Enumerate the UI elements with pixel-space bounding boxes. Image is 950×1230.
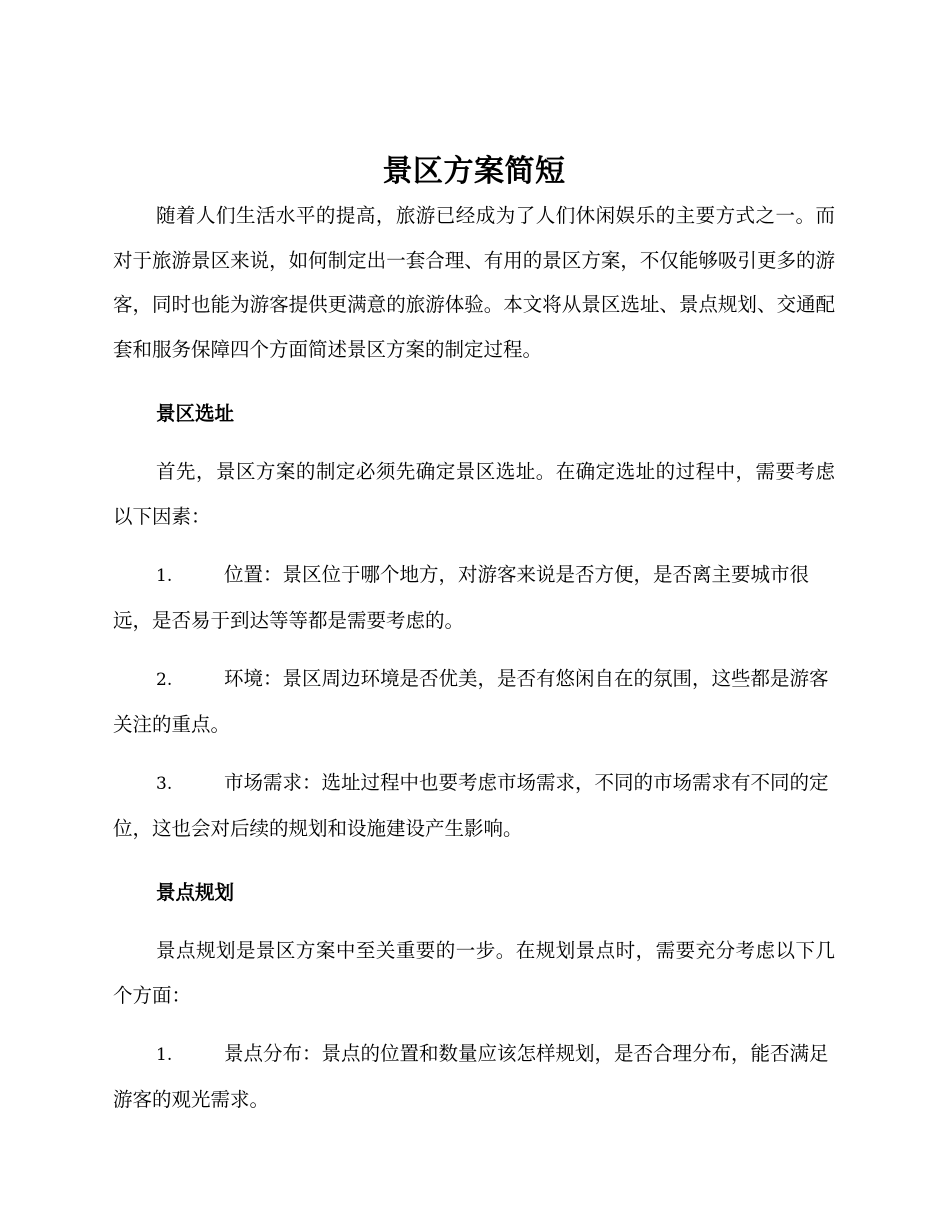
section-lead-site-selection: 首先，景区方案的制定必须先确定景区选址。在确定选址的过程中，需要考虑以下因素： (113, 460, 835, 528)
list-text: 市场需求：选址过程中也要考虑市场需求，不同的市场需求有不同的定位，这也会对后续的规划和设施建设产生影响。 (113, 771, 829, 840)
list-text: 景点分布：景点的位置和数量应该怎样规划，是否合理分布，能否满足游客的观光需求。 (113, 1042, 829, 1111)
list-number: 1. (156, 1045, 173, 1065)
document-title: 景区方案简短 (382, 154, 566, 189)
spacer (113, 915, 835, 929)
list-number: 1. (156, 566, 173, 586)
spacer (113, 747, 835, 761)
section-lead-attraction-planning: 景点规划是景区方案中至关重要的一步。在规划景点时，需要充分考虑以下几个方面： (113, 939, 835, 1007)
list-number: 2. (156, 670, 173, 690)
section-heading-attraction-planning: 景点规划 (156, 881, 235, 904)
spacer (113, 1018, 835, 1032)
list-number: 3. (156, 774, 173, 794)
list-item (113, 1032, 835, 1122)
list-item (113, 657, 835, 747)
section-heading-site-selection: 景区选址 (156, 402, 235, 425)
list-item (113, 761, 835, 851)
spacer (113, 436, 835, 450)
spacer (113, 539, 835, 553)
list-text: 位置：景区位于哪个地方，对游客来说是否方便，是否离主要城市很远，是否易于到达等等都是需要考虑的。 (113, 563, 810, 632)
spacer (113, 372, 835, 386)
list-text: 环境：景区周边环境是否优美，是否有悠闲自在的氛围，这些都是游客关注的重点。 (113, 667, 829, 736)
list-item (113, 553, 835, 643)
spacer (113, 851, 835, 865)
document-page (113, 150, 835, 1122)
intro-paragraph: 随着人们生活水平的提高，旅游已经成为了人们休闲娱乐的主要方式之一。而对于旅游景区来说，如何制定出一套合理、有用的景区方案，不仅能够吸引更多的游客，同时也能为游客提供更满意的旅游体验。本文将从景区选址、景点规划、交通配套和服务保障四个方面简述景区方案的制定过程。 (113, 204, 835, 361)
spacer (113, 643, 835, 657)
